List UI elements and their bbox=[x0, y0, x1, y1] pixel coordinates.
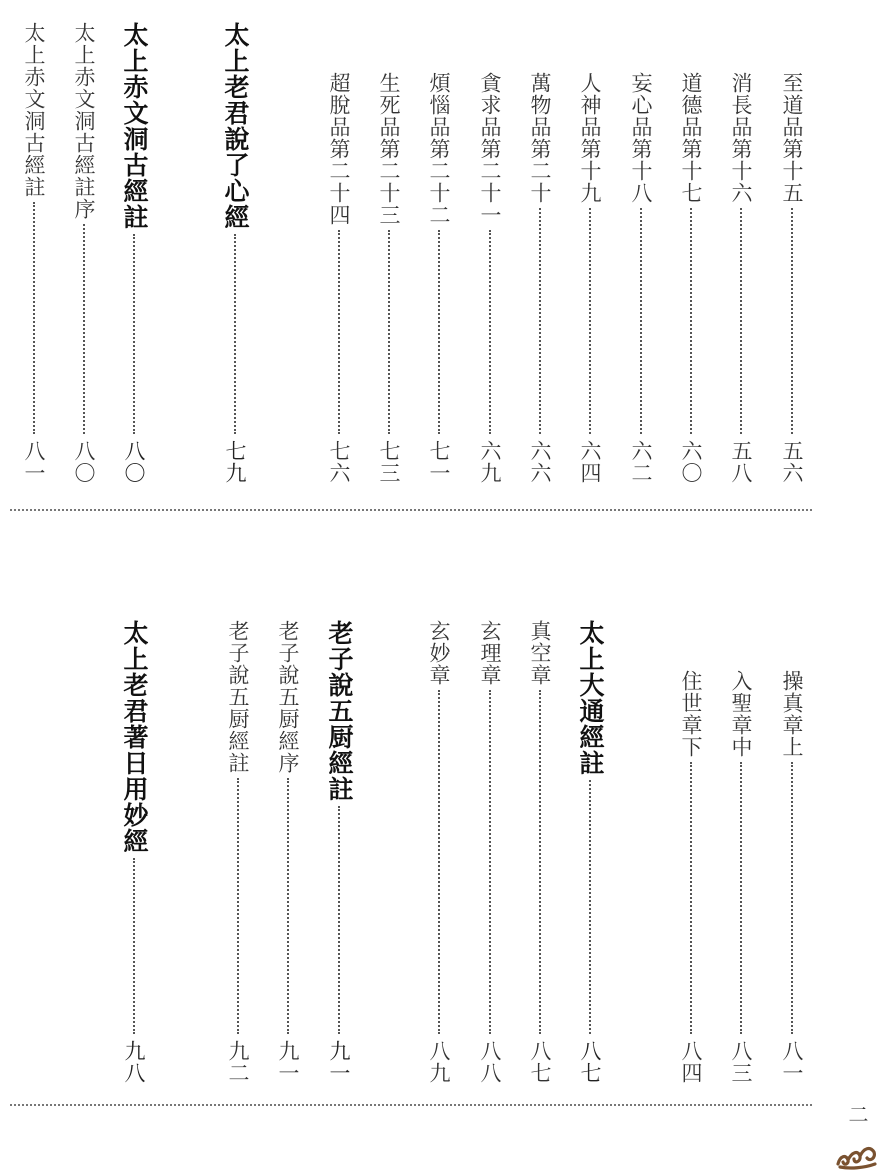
entry-page: 六〇 bbox=[679, 440, 703, 484]
entry-page: 九二 bbox=[226, 1040, 250, 1084]
entry-page: 八一 bbox=[780, 1040, 804, 1084]
entry-page: 六二 bbox=[629, 440, 653, 484]
leader-dots bbox=[740, 208, 742, 434]
leader-dots bbox=[234, 234, 236, 434]
toc-entry bbox=[673, 670, 709, 1084]
toc-entry bbox=[623, 72, 659, 484]
toc-entry bbox=[321, 72, 357, 484]
toc-section-heading bbox=[572, 620, 608, 1084]
entry-title: 煩惱品第二十二 bbox=[427, 72, 451, 226]
entry-title: 太上赤文洞古經註序 bbox=[72, 22, 96, 220]
toc-entry bbox=[572, 72, 608, 484]
entry-page: 六四 bbox=[578, 440, 602, 484]
entry-title: 道德品第十七 bbox=[679, 72, 703, 204]
entry-page: 七三 bbox=[377, 440, 401, 484]
leader-dots bbox=[237, 778, 239, 1034]
toc-section-heading bbox=[116, 620, 152, 1084]
leader-dots bbox=[589, 208, 591, 434]
entry-page: 八九 bbox=[427, 1040, 451, 1084]
toc-entry bbox=[371, 72, 407, 484]
leader-dots bbox=[338, 806, 340, 1034]
publisher-ornament-icon bbox=[834, 1140, 878, 1170]
entry-page: 七六 bbox=[327, 440, 351, 484]
leader-dots bbox=[539, 208, 541, 434]
leader-dots bbox=[640, 208, 642, 434]
entry-title: 玄理章 bbox=[478, 620, 502, 686]
leader-dots bbox=[338, 230, 340, 434]
entry-title: 妄心品第十八 bbox=[629, 72, 653, 204]
leader-dots bbox=[287, 778, 289, 1034]
entry-title: 真空章 bbox=[528, 620, 552, 686]
entry-page: 八四 bbox=[679, 1040, 703, 1084]
toc-section-heading bbox=[321, 620, 357, 1084]
leader-dots bbox=[388, 230, 390, 434]
entry-title: 操真章上 bbox=[780, 670, 804, 758]
entry-page: 七一 bbox=[427, 440, 451, 484]
entry-page: 八七 bbox=[528, 1040, 552, 1084]
entry-page: 八三 bbox=[729, 1040, 753, 1084]
entry-title: 人神品第十九 bbox=[578, 72, 602, 204]
leader-dots bbox=[539, 690, 541, 1034]
leader-dots bbox=[438, 230, 440, 434]
entry-page: 八八 bbox=[478, 1040, 502, 1084]
entry-page: 五八 bbox=[729, 440, 753, 484]
leader-dots bbox=[690, 208, 692, 434]
leader-dots bbox=[438, 690, 440, 1034]
entry-title: 至道品第十五 bbox=[780, 72, 804, 204]
toc-entry bbox=[673, 72, 709, 484]
toc-entry bbox=[774, 72, 810, 484]
toc-entry bbox=[16, 22, 52, 484]
entry-page: 八七 bbox=[578, 1040, 602, 1084]
page-number: 二 bbox=[845, 1104, 869, 1124]
toc-entry bbox=[522, 620, 558, 1084]
leader-dots bbox=[133, 234, 135, 434]
entry-page: 六九 bbox=[478, 440, 502, 484]
section-title: 太上赤文洞古經註 bbox=[120, 22, 149, 230]
entry-page: 八一 bbox=[22, 440, 46, 484]
entry-title: 入聖章中 bbox=[729, 670, 753, 758]
entry-title: 消長品第十六 bbox=[729, 72, 753, 204]
toc-entry bbox=[270, 620, 306, 1084]
entry-title: 超脫品第二十四 bbox=[327, 72, 351, 226]
toc-entry bbox=[220, 620, 256, 1084]
entry-page: 九一 bbox=[276, 1040, 300, 1084]
toc-entry bbox=[472, 72, 508, 484]
toc-section-heading bbox=[116, 22, 152, 484]
entry-title: 貪求品第二十一 bbox=[478, 72, 502, 226]
entry-title: 生死品第二十三 bbox=[377, 72, 401, 226]
entry-title: 萬物品第二十 bbox=[528, 72, 552, 204]
leader-dots bbox=[489, 230, 491, 434]
leader-dots bbox=[489, 690, 491, 1034]
section-title: 太上大通經註 bbox=[576, 620, 605, 776]
toc-entry bbox=[774, 670, 810, 1084]
leader-dots bbox=[133, 858, 135, 1034]
leader-dots bbox=[791, 208, 793, 434]
toc-entry bbox=[66, 22, 102, 484]
entry-page: 九八 bbox=[122, 1040, 146, 1084]
entry-title: 太上赤文洞古經註 bbox=[22, 22, 46, 198]
section-title: 太上老君說了心經 bbox=[221, 22, 250, 230]
toc-section-heading bbox=[217, 22, 253, 484]
entry-title: 老子說五厨經註 bbox=[226, 620, 250, 774]
entry-page: 七九 bbox=[223, 440, 247, 484]
toc-entry bbox=[421, 72, 457, 484]
leader-dots bbox=[740, 762, 742, 1034]
section-title: 太上老君著日用妙經 bbox=[120, 620, 149, 854]
toc-entry bbox=[472, 620, 508, 1084]
entry-page: 八〇 bbox=[122, 440, 146, 484]
toc-entry bbox=[522, 72, 558, 484]
section-title: 老子說五厨經註 bbox=[325, 620, 354, 802]
entry-page: 九一 bbox=[327, 1040, 351, 1084]
toc-entry bbox=[421, 620, 457, 1084]
leader-dots bbox=[791, 762, 793, 1034]
section-divider bbox=[10, 509, 812, 511]
entry-title: 玄妙章 bbox=[427, 620, 451, 686]
leader-dots bbox=[33, 202, 35, 434]
leader-dots bbox=[83, 224, 85, 434]
entry-page: 八〇 bbox=[72, 440, 96, 484]
section-divider bbox=[10, 1104, 812, 1106]
entry-title: 老子說五厨經序 bbox=[276, 620, 300, 774]
entry-page: 六六 bbox=[528, 440, 552, 484]
leader-dots bbox=[589, 780, 591, 1034]
leader-dots bbox=[690, 762, 692, 1034]
toc-entry bbox=[723, 670, 759, 1084]
toc-entry bbox=[723, 72, 759, 484]
entry-page: 五六 bbox=[780, 440, 804, 484]
entry-title: 住世章下 bbox=[679, 670, 703, 758]
